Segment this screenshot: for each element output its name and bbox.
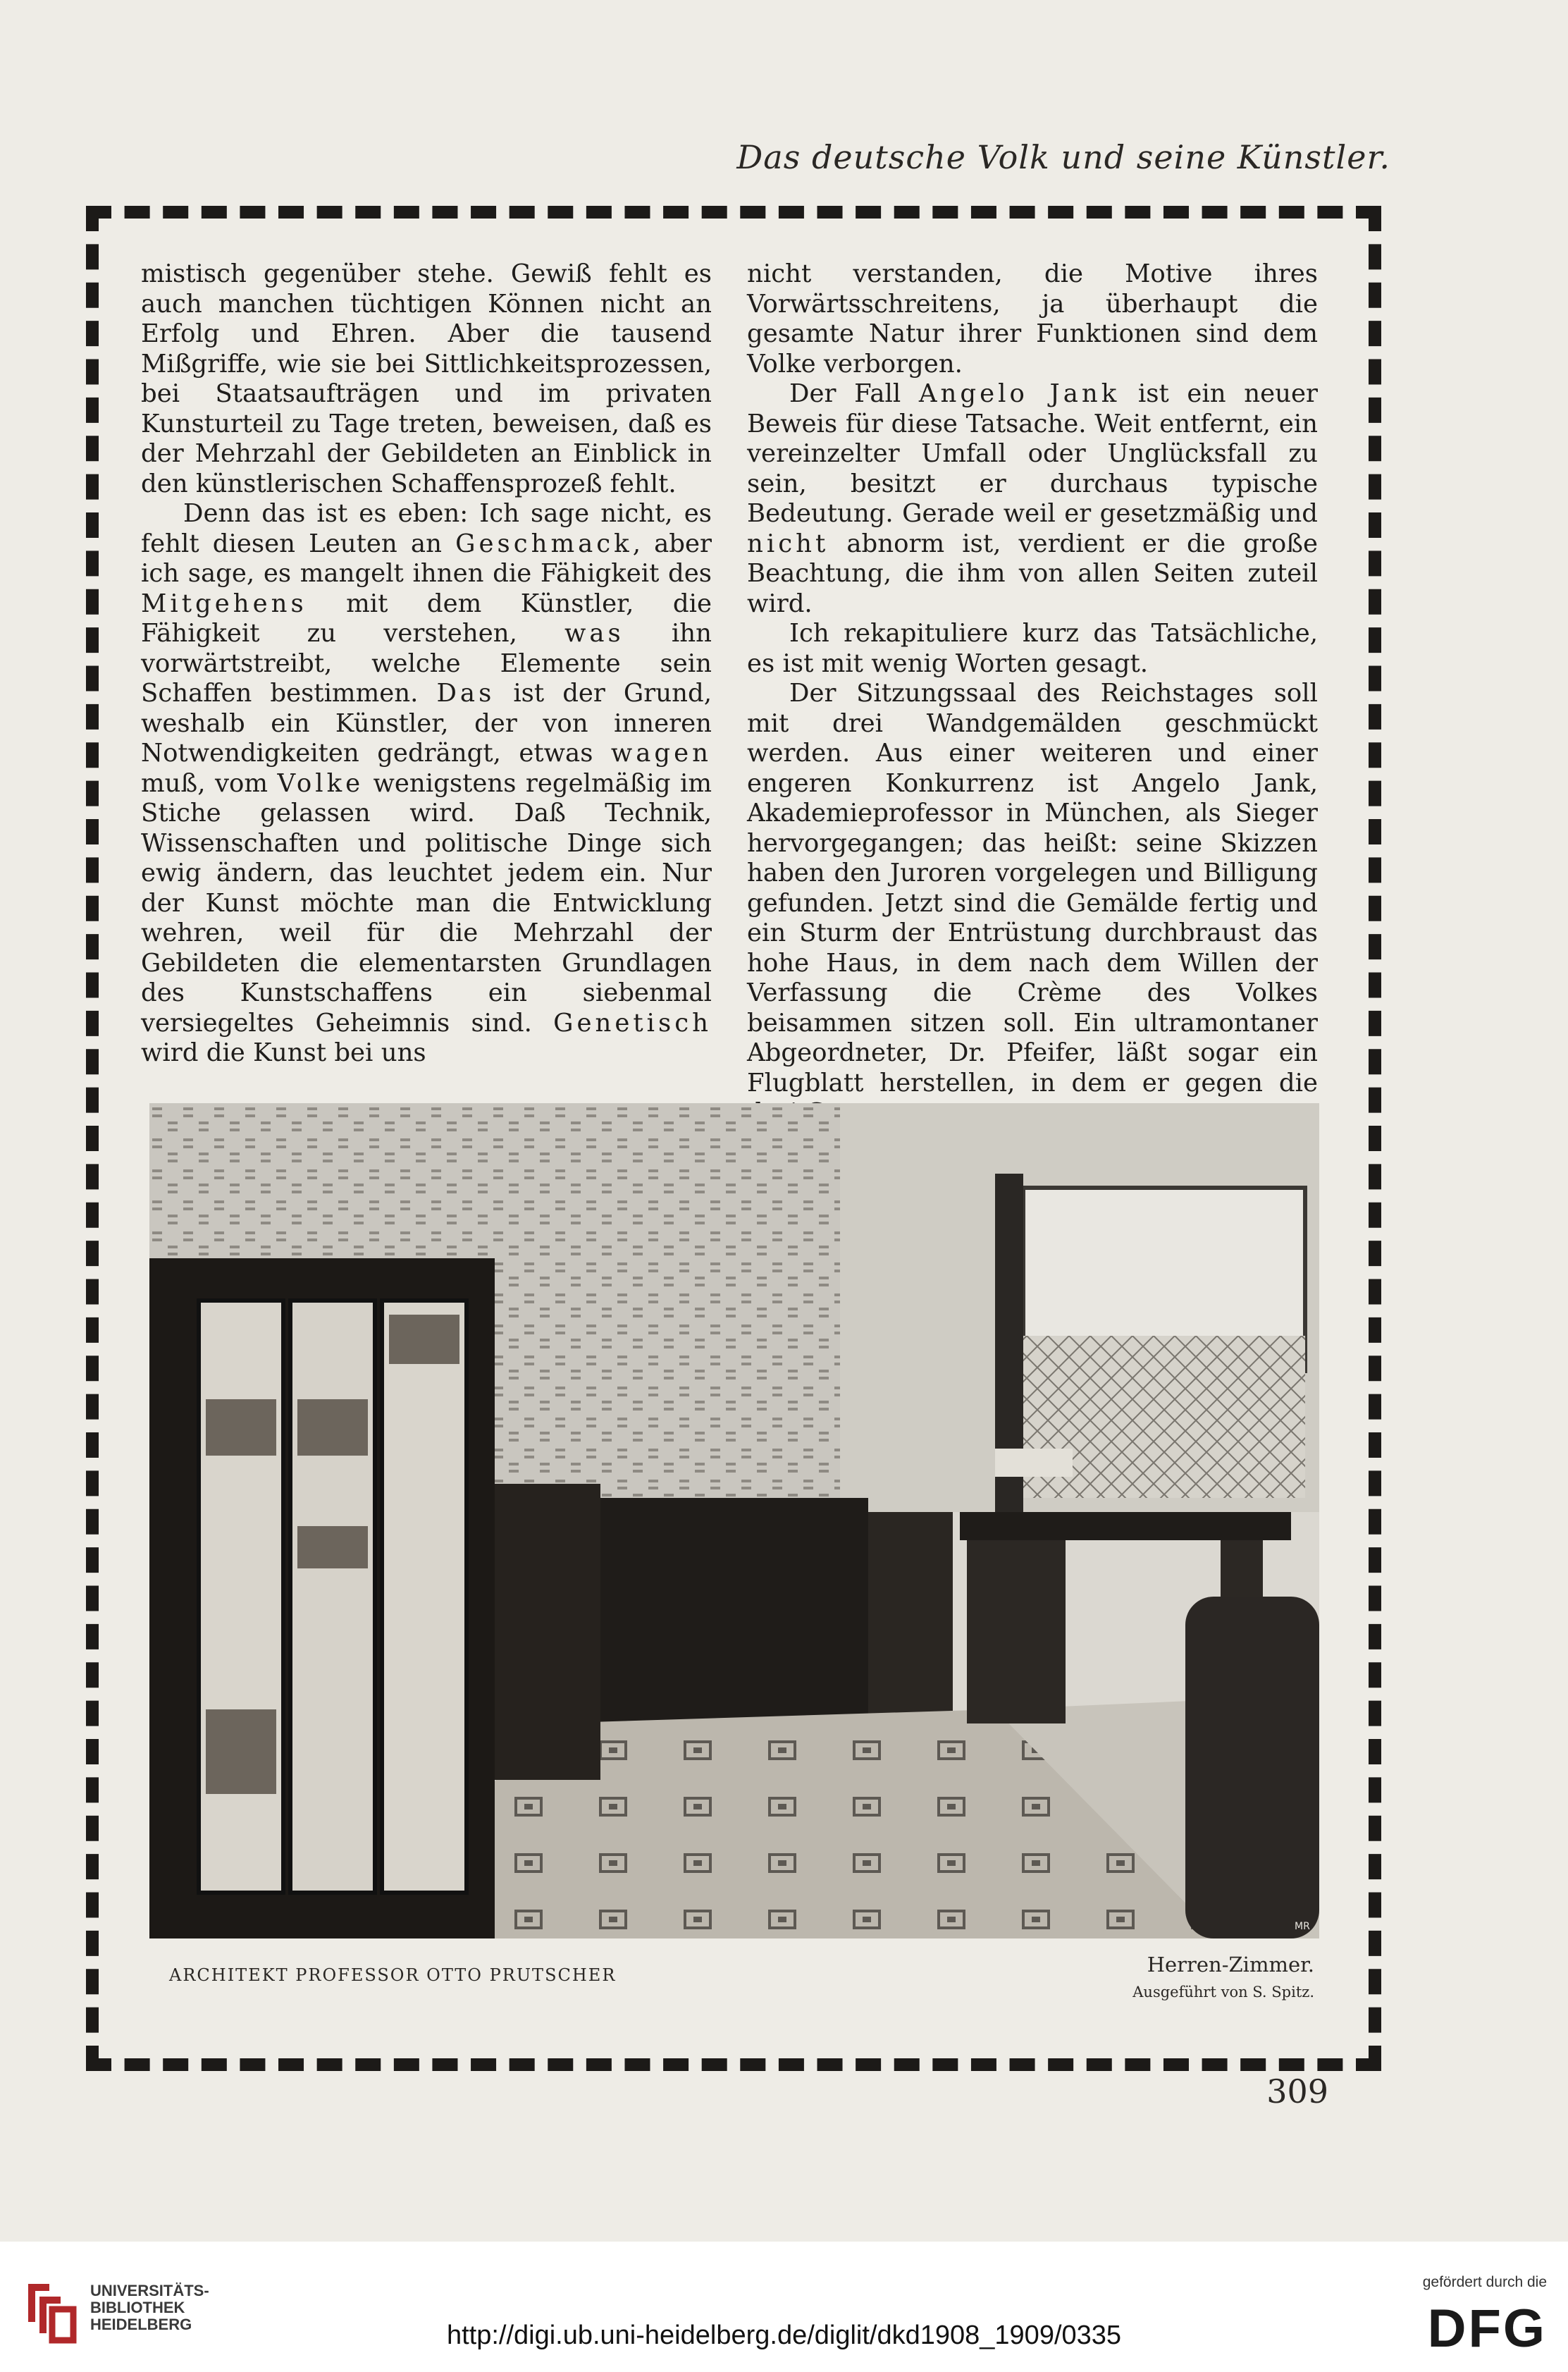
text-column-left	[141, 259, 712, 1069]
caption-credit: Ausgeführt von S. Spitz.	[1132, 1984, 1314, 2001]
library-name-line: HEIDELBERG	[90, 2316, 192, 2333]
paragraph-text: nicht verstanden, die Motive ihres Vorwärtsschreitens, ja überhaupt die gesamte Natur ihrer Funktionen sind dem Volke verborgen.	[747, 259, 1318, 379]
paragraph-text: Der Fall	[789, 379, 919, 408]
paragraph-text: Ich rekapituliere kurz das Tatsächliche, es ist mit wenig Worten gesagt.	[747, 619, 1318, 678]
emphasis-text: Volke	[277, 768, 364, 798]
paragraph-text: ist ein neuer Beweis für diese Tatsache. Weit entfernt, ein vereinzelter Umfall oder Unglücksfall zu sein, besitzt er durchaus typische Bedeutung. Gerade weil er gesetzmäßig und	[747, 379, 1318, 528]
library-name-line: BIBLIOTHEK	[90, 2299, 185, 2316]
dfg-logo[interactable]: DFG	[1427, 2299, 1547, 2359]
paragraph	[141, 259, 712, 499]
room-photograph	[149, 1103, 1319, 1938]
paragraph	[747, 259, 1318, 379]
paragraph-text: muß, vom	[141, 768, 278, 798]
emphasis-text: Genetisch	[553, 1008, 712, 1038]
paragraph-text: mit dem Künstler, die Fähigkeit zu verstehen,	[141, 589, 712, 648]
footer-bar	[0, 2242, 1568, 2372]
emphasis-text: Geschmack	[455, 529, 633, 558]
paragraph-text: wird die Kunst bei uns	[141, 1038, 426, 1067]
paragraph	[747, 619, 1318, 679]
emphasis-text: wagen	[610, 739, 712, 768]
paragraph	[141, 499, 712, 1069]
paragraph-text: Der Sitzungssaal des Reichstages soll mit drei Wandgemälden geschmückt werden. Aus einer weiteren und einer engeren Konkurrenz ist Angelo Jank, Akademieprofessor in München, als Sieger hervorgegangen; das heißt: seine Skizzen haben den Juroren vorgelegen und Billigung gefunden. Jetzt sind die Gemälde fertig und ein Sturm der Entrüstung durchbraust das hohe Haus, in dem nach dem Willen der Verfassung die Crème des Volkes beisammen sitzen soll. Ein ultramontaner Abgeordneter, Dr. Pfeifer, läßt sogar ein Flugblatt herstellen, in dem er gegen die	[747, 679, 1318, 1098]
photo-monogram: MR	[1295, 1921, 1310, 1932]
paragraph-text: ist der Grund, weshalb ein Künstler, der von inneren Notwendigkeiten gedrängt, etwas	[141, 679, 712, 768]
page-number: 309	[1266, 2072, 1328, 2110]
running-head: Das deutsche Volk und seine Künstler.	[736, 138, 1390, 176]
paragraph	[747, 379, 1318, 619]
emphasis-text: nicht	[747, 529, 829, 558]
text-column-right	[747, 259, 1318, 1129]
paragraph-text: wenigstens regelmäßig im Stiche gelassen wird. Daß Technik, Wissenschaften und politische Dinge sich ewig ändern, das leuchtet jedem ein. Nur der Kunst möchte man die Entwicklung wehren, weil für die Mehrzahl der Gebildeten die elementarsten Grundlagen des Kunstschaffens ein siebenmal versiegeltes Geheimnis sind.	[141, 768, 712, 1038]
source-url-link[interactable]: http://digi.ub.uni-heidelberg.de/diglit/dkd1908_1909/0335	[446, 2321, 1122, 2350]
paragraph-text: Denn das ist es eben: Ich sage nicht, es fehlt diesen Leuten an	[141, 499, 712, 558]
paragraph-text: mistisch gegenüber stehe. Gewiß fehlt es auch manchen tüchtigen Können nicht an Erfolg und Ehren. Aber die tausend Mißgriffe, wie sie bei Sittlichkeitsprozessen, bei Staatsaufträgen und im privaten Kunsturteil zu Tage treten, beweisen, daß es der Mehrzahl der Gebildeten an Einblick in den künstlerischen Schaffensprozeß fehlt.	[141, 259, 712, 498]
caption-title: Herren-Zimmer.	[1147, 1953, 1314, 1977]
emphasis-text: Mitgehens	[141, 589, 307, 618]
emphasis-text: Das	[436, 679, 495, 708]
emphasis-text: Angelo Jank	[918, 379, 1121, 408]
paragraph-text: abnorm ist, verdient er die große Beachtung, die ihm von allen Seiten zuteil wird.	[747, 529, 1318, 618]
emphasis-text: was	[564, 619, 624, 648]
funded-by-label: gefördert durch die	[1422, 2274, 1547, 2290]
paragraph	[747, 679, 1318, 1129]
paragraph-text: ihn vorwärtstreibt, welche Elemente sein Schaffen bestimmen.	[141, 619, 712, 708]
library-name-line: UNIVERSITÄTS-	[90, 2282, 209, 2299]
caption-architect: ARCHITEKT PROFESSOR OTTO PRUTSCHER	[169, 1965, 617, 1985]
paragraph-text: , aber ich sage, es mangelt ihnen die Fähigkeit des	[141, 529, 712, 588]
